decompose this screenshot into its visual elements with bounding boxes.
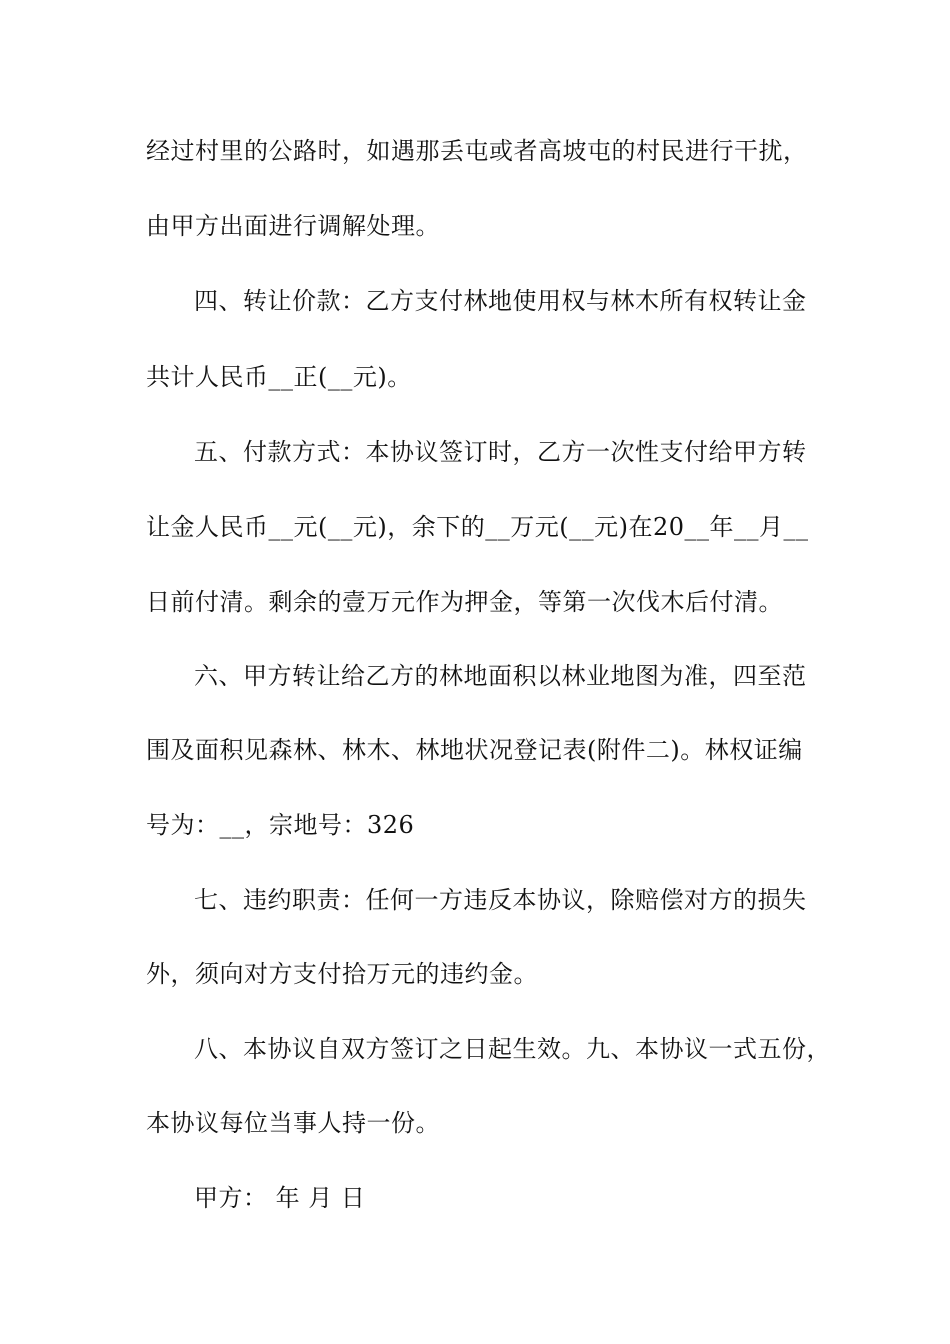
clause-4-heading-line: 四、转让价款：乙方支付林地使用权与林木所有权转让金 — [194, 287, 807, 315]
clause-6-heading-line: 六、甲方转让给乙方的林地面积以林业地图为准，四至范 — [194, 662, 807, 690]
paragraph-line: 经过村里的公路时，如遇那丢屯或者高坡屯的村民进行干扰， — [146, 137, 808, 165]
clause-7-heading-line: 七、违约职责：任何一方违反本协议，除赔偿对方的损失 — [194, 886, 807, 914]
paragraph-line: 外，须向对方支付拾万元的违约金。 — [146, 960, 538, 988]
clause-5-heading-line: 五、付款方式：本协议签订时，乙方一次性支付给甲方转 — [194, 438, 807, 466]
paragraph-line: 日前付清。剩余的壹万元作为押金，等第一次伐木后付清。 — [146, 588, 783, 616]
paragraph-line: 围及面积见森林、林木、林地状况登记表(附件二)。林权证编 — [146, 736, 803, 764]
paragraph-line: 让金人民币__元(__元)，余下的__万元(__元)在20__年__月__ — [146, 513, 809, 541]
clause-8-heading-line: 八、本协议自双方签订之日起生效。九、本协议一式五份， — [194, 1035, 831, 1063]
paragraph-line: 本协议每位当事人持一份。 — [146, 1109, 440, 1137]
paragraph-line: 由甲方出面进行调解处理。 — [146, 212, 440, 240]
paragraph-line: 共计人民币__正(__元)。 — [146, 363, 412, 391]
signature-line: 甲方： 年 月 日 — [194, 1184, 366, 1212]
paragraph-line: 号为：__，宗地号：326 — [146, 811, 415, 839]
